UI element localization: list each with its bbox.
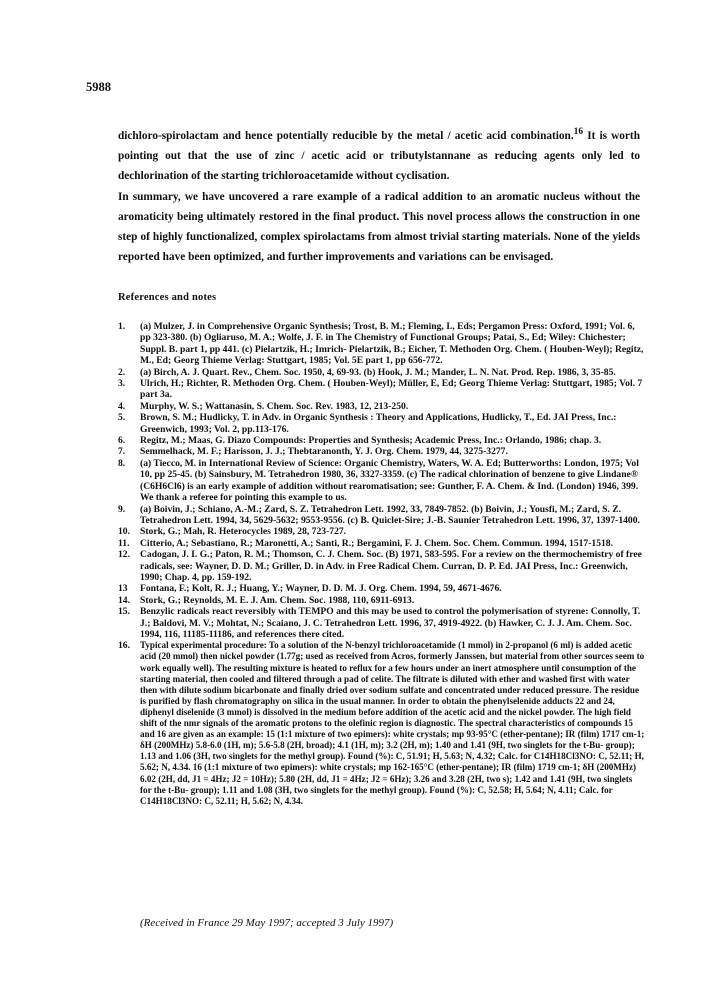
reference-number: 13 (118, 583, 128, 595)
reference-item (118, 595, 646, 606)
reference-number: 3. (118, 378, 126, 390)
received-dates: (Received in France 29 May 1997; accepted 3 July 1997) (140, 917, 394, 929)
reference-text: Semmelhack, M. F.; Harisson, J. J.; Thebtaranonth, Y. J. Org. Chem. 1979, 44, 3275-3277. (140, 446, 508, 458)
reference-number: 2. (118, 366, 126, 378)
reference-item (118, 526, 646, 537)
reference-text: (a) Tiecco, M. in International Review of Science: Organic Chemistry, Waters, W. A. Ed; Butterworths: London, 1975; Vol 10, pp 25-45. (b) Sainsbury, M. Tetrahedron 1980, 36, 3327-3359. (c) The radical chlorination of benzene to give Lindane® (C6H6Cl6) is an early example of addition without rearomatisation; see: Gunther, F. A. Chem. & Ind. (London) 1946, 399. We thank a referee for pointing this example to us. (140, 457, 639, 504)
reference-text: Cadogan, J. I. G.; Paton, R. M.; Thomson, C. J. Chem. Soc. (B) 1971, 583-595. For a review on the thermochemistry of free radicals, see: Wayner, D. D. M.; Griller, D. in Adv. in Free Radical Chem. Curran, D. P. Ed. JAI Press, Inc.: Greenwich, 1990; Chap. 4, pp. 159-192. (140, 549, 642, 583)
references-heading: References and notes (118, 292, 217, 303)
reference-number: 6. (118, 435, 126, 447)
reference-number: 10. (118, 526, 130, 538)
reference-number: 11. (118, 537, 130, 549)
reference-number: 16. (118, 640, 130, 652)
paragraph-1-text-2: It is worth pointing out that the use of zinc / acetic acid or tributylstannane as reducing agents only led to dechlorination of the starting trichloroacetamide without cyclisation. (118, 130, 640, 183)
reference-text: Stork, G.; Reynolds, M. E. J. Am. Chem. Soc. 1988, 110, 6911-6913. (140, 594, 415, 606)
reference-text: Ulrich, H.; Richter, R. Methoden Org. Chem. ( Houben-Weyl); Müller, E, Ed; Georg Thieme Verlag: Stuttgart, 1985; Vol. 7 part 3a. (140, 378, 643, 401)
reference-item (118, 367, 646, 378)
footnote-ref-16: 16 (573, 127, 584, 138)
reference-number: 12. (118, 549, 130, 561)
paragraph-conclusion-1 (118, 126, 640, 187)
reference-item (118, 378, 646, 401)
body-text (118, 126, 640, 267)
reference-text: Stork, G.; Mah, R. Heterocycles 1989, 28, 723-727. (140, 526, 347, 538)
reference-text: Regitz, M.; Maas, G. Diazo Compounds: Properties and Synthesis; Academic Press, Inc.: Orlando, 1986; chap. 3. (140, 435, 602, 447)
reference-text: (a) Birch, A. J. Quart. Rev., Chem. Soc. 1950, 4, 69-93. (b) Hook, J. M.; Mander, L. N. Nat. Prod. Rep. 1986, 3, 35-85. (140, 366, 616, 378)
reference-item (118, 504, 646, 527)
reference-item (118, 412, 646, 435)
reference-item (118, 401, 646, 412)
reference-text: Citterio, A.; Sebastiano, R.; Maronetti, A.; Santi, R.; Bergamini, F. J. Chem. Soc. Chem. Commun. 1994, 1517-1518. (140, 537, 614, 549)
reference-item (118, 640, 646, 806)
reference-item (118, 538, 646, 549)
reference-text: Typical experimental procedure: To a solution of the N-benzyl trichloroacetamide (1 mmol) in 2-propanol (6 ml) is added acetic acid (20 mmol) then nickel powder (1.77g; used as received from Acros, formerly Janssen, but material from other sources seem to work equally well). The resulting mixture is heated to reflux for a few hours under an inert atmosphere until consumption of the starting material, then cooled and filtered through a pad of celite. The filtrate is diluted with ether and washed first with water then with dilute sodium bicarbonate and finally dried over sodium sulfate and concentrated under reduced pressure. The residue is purified by flash chromatography on silica in the usual manner. In order to obtain the phenylselenide adducts 22 and 24, diphenyl diselenide (3 mmol) is dissolved in the medium before addition of the acetic acid and the nickel powder. The high field shift of the nmr signals of the aromatic protons to the olefinic region is diagnostic. The spectral characteristics of compounds 15 and 16 are given as an example: 15 (1:1 mixture of two epimers): white crystals; mp 93-95°C (ether-pentane); IR (film) 1717 cm-1; δH (200MHz) 5.8-6.0 (1H, m); 5.6-5.8 (2H, broad); 4.1 (1H, m); 3.2 (2H, m); 1.40 and 1.41 (9H, two singlets for the t-Bu- group); 1.13 and 1.06 (3H, two singlets for the methyl group). Found (%): C, 51.91; H, 5.63; N, 4.32; Calc. for C14H18Cl3NO: C, 52.11; H, 5.62; N, 4.34. 16 (1:1 mixture of two epimers): white crystals; mp 162-165°C (ether-pentane); IR (film) 1719 cm-1; δH (200MHz) 6.02 (2H, dd, J1 = 4Hz; J2 = 10Hz); 5.80 (2H, dd, J1 = 4Hz; J2 = 6Hz); 3.26 and 3.28 (2H, two s); 1.42 and 1.41 (9H, two singlets for the t-Bu- group); 1.11 and 1.08 (3H, two singlets for the methyl group). Found (%): C, 52.58; H, 5.64; N, 4.11; Calc. for C14H18Cl3NO: C, 52.11; H, 5.62; N, 4.34. (140, 640, 645, 806)
page-number: 5988 (86, 80, 111, 94)
reference-number: 5. (118, 412, 126, 424)
reference-text: (a) Boivin, J.; Schiano, A.-M.; Zard, S. Z. Tetrahedron Lett. 1992, 33, 7849-7852. (b) Boivin, J.; Yousfi, M.; Zard, S. Z. Tetrahedron Lett. 1994, 34, 5629-5632; 9553-9556. (c) B. Quiclet-Sire; J.-B. Saunier Tetrahedron Lett. 1996, 37, 1397-1400. (140, 503, 640, 526)
reference-item (118, 458, 646, 504)
references-list (118, 321, 646, 807)
reference-text: Brown, S. M.; Hudlicky, T. in Adv. in Organic Synthesis : Theory and Applications, Hudlicky, T., Ed. JAI Press, Inc.: Greenwich, 1993; Vol. 2, pp.113-176. (140, 412, 617, 435)
reference-item (118, 321, 646, 367)
reference-text: Fontana, F.; Kolt, R. J.; Huang, Y.; Wayner, D. D. M. J. Org. Chem. 1994, 59, 4671-4676. (140, 583, 502, 595)
reference-item (118, 583, 646, 594)
reference-item (118, 435, 646, 446)
reference-text: (a) Mulzer, J. in Comprehensive Organic Synthesis; Trost, B. M.; Fleming, I., Eds; Pergamon Press: Oxford, 1991; Vol. 6, pp 323-380. (b) Ogliaruso, M. A.; Wolfe, J. F. in The Chemistry of Functional Groups; Patai, S., Ed; Wiley: Chichester; Suppl. B. part 1, pp 441. (c) Pielartzik, H.; Imrich- Pielartzik, B.; Eicher, T. Methoden Org. Chem. ( Houben-Weyl); Regitz, M., Ed; Georg Thieme Verlag: Stuttgart, 1985; Vol. 5E part 1, pp 656-772. (140, 321, 644, 367)
reference-item (118, 446, 646, 457)
paragraph-summary: In summary, we have uncovered a rare example of a radical addition to an aromatic nucleus without the aromaticity being ultimately restored in the final product. This novel process allows the construction in one step of highly functionalized, complex spirolactams from almost trivial starting materials. None of the yields reported have been optimized, and further improvements and variations can be envisaged. (118, 190, 640, 264)
reference-number: 14. (118, 594, 130, 606)
reference-number: 7. (118, 446, 126, 458)
reference-number: 1. (118, 321, 126, 332)
paragraph-1-text: dichloro-spirolactam and hence potentially reducible by the metal / acetic acid combination. (118, 130, 574, 142)
reference-number: 8. (118, 457, 126, 469)
reference-item (118, 606, 646, 640)
reference-number: 9. (118, 503, 126, 515)
reference-number: 15. (118, 606, 130, 618)
reference-item (118, 549, 646, 583)
reference-text: Murphy, W. S.; Wattanasin, S. Chem. Soc. Rev. 1983, 12, 213-250. (140, 400, 409, 412)
reference-text: Benzylic radicals react reversibly with TEMPO and this may be used to control the polymerisation of styrene: Connolly, T. J.; Baldovi, M. V.; Mohtat, N.; Scaiano, J. C. Tetrahedron Lett. 1996, 37, 4919-4922. (b) Hawker, C. J. J. Am. Chem. Soc. 1994, 116, 11185-11186, and references there cited. (140, 606, 641, 640)
reference-number: 4. (118, 400, 126, 412)
